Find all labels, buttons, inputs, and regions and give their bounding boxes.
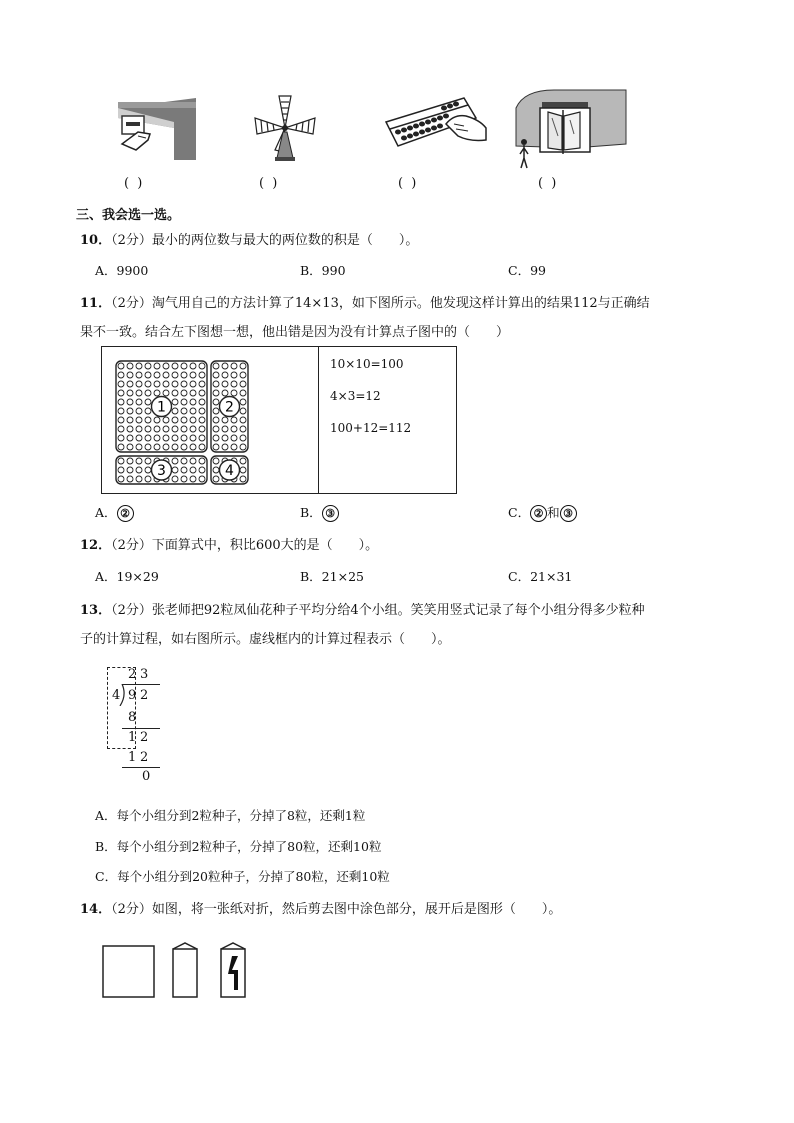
question-14-text: （2分）如图，将一张纸对折，然后剪去图中涂色部分，展开后是图形（ ）。	[111, 902, 562, 917]
subtract-step1: 8	[128, 710, 137, 725]
dot	[154, 372, 160, 378]
question-13-number: 13．	[80, 603, 112, 618]
dot	[213, 390, 219, 396]
dot	[127, 458, 133, 464]
dot	[154, 417, 160, 423]
question-11-number: 11．	[80, 296, 112, 311]
dot	[145, 372, 151, 378]
dot	[172, 363, 178, 369]
dot	[118, 458, 124, 464]
question-11-line2: 果不一致。结合左下图想一想，他出错是因为没有计算点子图中的（ ）	[80, 325, 510, 340]
dot	[136, 435, 142, 441]
region-label-4: 4	[225, 463, 234, 479]
dot	[190, 426, 196, 432]
step3-tens: 1	[128, 750, 137, 765]
q11-option-b-letter: B．	[300, 505, 322, 520]
dot	[181, 408, 187, 414]
dot	[145, 435, 151, 441]
dot	[145, 417, 151, 423]
dot	[181, 363, 187, 369]
q11-option-c-joiner: 和	[547, 505, 560, 520]
q12-option-c[interactable]: C．21×31	[508, 569, 573, 584]
dot	[172, 435, 178, 441]
q11-option-a-letter: A．	[95, 505, 117, 520]
dot	[199, 435, 205, 441]
dot	[240, 467, 246, 473]
dot	[181, 458, 187, 464]
windmill-icon	[253, 94, 317, 164]
dot	[222, 381, 228, 387]
dot	[172, 426, 178, 432]
region-label-1: 1	[157, 399, 166, 416]
dot	[213, 363, 219, 369]
dot	[154, 444, 160, 450]
dot	[136, 390, 142, 396]
answer-blank-1[interactable]: ( )	[124, 176, 145, 191]
dot	[181, 399, 187, 405]
question-14-number: 14．	[80, 902, 112, 917]
dot	[222, 372, 228, 378]
step2-ones: 2	[140, 730, 149, 745]
dot	[118, 381, 124, 387]
dot	[154, 381, 160, 387]
dot	[172, 399, 178, 405]
dot	[118, 426, 124, 432]
dot	[136, 417, 142, 423]
dot	[118, 435, 124, 441]
question-12-text: （2分）下面算式中，积比600大的是（ ）。	[111, 538, 379, 553]
dot	[172, 476, 178, 482]
q11-option-c-region-2: ③	[560, 505, 577, 522]
equation-1: 10×10=100	[330, 357, 404, 371]
dot	[240, 372, 246, 378]
question-14	[80, 898, 561, 917]
dot	[181, 390, 187, 396]
dot	[213, 467, 219, 473]
answer-blank-2[interactable]: ( )	[259, 176, 280, 191]
q11-option-a-region: ②	[117, 505, 134, 522]
q11-option-c-region-1: ②	[530, 505, 547, 522]
dot	[127, 426, 133, 432]
long-division	[104, 664, 174, 786]
region-label-2: 2	[225, 399, 234, 416]
dot	[190, 476, 196, 482]
diagram-divider	[318, 347, 319, 493]
dot	[240, 363, 246, 369]
division-bar	[122, 684, 160, 685]
dot	[190, 399, 196, 405]
division-bracket	[119, 684, 127, 706]
dot	[127, 363, 133, 369]
folded-paper-with-cut	[221, 943, 245, 997]
question-13	[80, 599, 645, 618]
dot	[181, 417, 187, 423]
dividend-ones: 2	[140, 688, 149, 703]
dot	[118, 444, 124, 450]
dot	[145, 381, 151, 387]
question-11	[80, 292, 650, 311]
dot	[240, 417, 246, 423]
dot	[118, 417, 124, 423]
remainder: 0	[142, 769, 151, 784]
dot	[127, 467, 133, 473]
dot	[240, 435, 246, 441]
dot	[127, 476, 133, 482]
q10-option-b[interactable]: B．990	[300, 263, 346, 278]
dot	[231, 390, 237, 396]
step-line-2	[122, 767, 160, 768]
dot	[231, 381, 237, 387]
dot	[118, 476, 124, 482]
dot	[127, 399, 133, 405]
question-12-number: 12．	[80, 538, 112, 553]
dot	[240, 381, 246, 387]
dot	[213, 476, 219, 482]
divisor: 4	[112, 688, 121, 703]
dot	[199, 408, 205, 414]
question-11-line1: （2分）淘气用自己的方法计算了14×13，如下图所示。他发现这样计算出的结果112与正确结	[111, 296, 650, 311]
dot	[154, 390, 160, 396]
dot	[172, 417, 178, 423]
dot	[240, 390, 246, 396]
dot	[163, 381, 169, 387]
q13-option-a[interactable]: A．每个小组分到2粒种子，分掉了8粒，还剩1粒	[95, 808, 366, 823]
dot	[145, 444, 151, 450]
q11-option-b-region: ③	[322, 505, 339, 522]
dot	[199, 444, 205, 450]
dot	[181, 372, 187, 378]
dot	[172, 444, 178, 450]
dot	[199, 399, 205, 405]
dot	[222, 363, 228, 369]
question-10-text: （2分）最小的两位数与最大的两位数的积是（ ）。	[111, 233, 419, 248]
dot	[136, 476, 142, 482]
dot	[190, 444, 196, 450]
dot	[222, 417, 228, 423]
dot	[118, 390, 124, 396]
dot	[199, 417, 205, 423]
dot	[145, 458, 151, 464]
dot	[213, 444, 219, 450]
dot	[190, 417, 196, 423]
dot	[222, 426, 228, 432]
dot	[172, 381, 178, 387]
dot	[127, 408, 133, 414]
dot	[145, 467, 151, 473]
dot	[199, 467, 205, 473]
dot	[172, 372, 178, 378]
dot	[240, 408, 246, 414]
equation-3: 100+12=112	[330, 421, 412, 435]
dot	[118, 467, 124, 473]
dot	[172, 408, 178, 414]
dot	[145, 390, 151, 396]
dot	[240, 476, 246, 482]
dot	[199, 426, 205, 432]
dot	[190, 372, 196, 378]
dot	[222, 435, 228, 441]
quotient-ones: 3	[140, 667, 149, 682]
dot	[163, 426, 169, 432]
dot	[213, 417, 219, 423]
dot	[136, 467, 142, 473]
q11-option-c[interactable]	[508, 503, 577, 522]
step-line-1	[122, 728, 160, 729]
answer-blank-3[interactable]: ( )	[398, 176, 419, 191]
dot	[190, 363, 196, 369]
dot	[154, 426, 160, 432]
dot	[127, 417, 133, 423]
step3-ones: 2	[140, 750, 149, 765]
dot	[199, 363, 205, 369]
dot	[199, 458, 205, 464]
abacus-icon	[384, 96, 488, 154]
dot	[231, 435, 237, 441]
dot-diagram-box	[101, 346, 457, 494]
dot	[118, 372, 124, 378]
dot	[163, 435, 169, 441]
dot	[213, 372, 219, 378]
q11-option-b[interactable]	[300, 503, 339, 522]
dot	[127, 444, 133, 450]
dot	[145, 363, 151, 369]
dot	[127, 372, 133, 378]
q10-option-c[interactable]: C．99	[508, 263, 546, 278]
dot	[213, 435, 219, 441]
full-paper-square	[103, 946, 154, 997]
dot	[136, 408, 142, 414]
dot	[213, 381, 219, 387]
quotient-tens: 2	[128, 667, 137, 682]
dot	[190, 435, 196, 441]
section-title: 三、我会选一选。	[76, 208, 181, 223]
dot	[127, 381, 133, 387]
dot	[213, 399, 219, 405]
q13-option-c[interactable]: C．每个小组分到20粒种子，分掉了80粒，还剩10粒	[95, 869, 390, 884]
dot	[136, 458, 142, 464]
dividend-tens: 9	[128, 688, 137, 703]
dot	[222, 390, 228, 396]
dot	[136, 381, 142, 387]
dot	[240, 399, 246, 405]
dot	[199, 372, 205, 378]
dot	[190, 467, 196, 473]
revolving-door-icon	[514, 88, 630, 174]
paper-fold-figures	[100, 938, 250, 1002]
dot	[118, 408, 124, 414]
dot	[145, 426, 151, 432]
region-label-3: 3	[157, 463, 166, 479]
step2-tens: 1	[128, 730, 137, 745]
q10-option-a[interactable]: A．9900	[95, 263, 149, 278]
dot	[136, 426, 142, 432]
dot	[190, 408, 196, 414]
dot	[163, 363, 169, 369]
dot	[199, 381, 205, 387]
dot	[240, 444, 246, 450]
q11-option-c-letter: C．	[508, 505, 531, 520]
dot	[163, 390, 169, 396]
question-10	[80, 229, 418, 248]
dot	[136, 399, 142, 405]
dot	[190, 458, 196, 464]
dot	[240, 426, 246, 432]
folded-paper	[173, 943, 197, 997]
dot-grid	[114, 359, 254, 489]
dot	[172, 467, 178, 473]
dot	[181, 444, 187, 450]
question-10-number: 10．	[80, 233, 112, 248]
dot	[213, 426, 219, 432]
dot	[145, 476, 151, 482]
dot	[190, 390, 196, 396]
question-12	[80, 534, 378, 553]
dot	[145, 408, 151, 414]
dot	[118, 399, 124, 405]
dot	[231, 417, 237, 423]
dot	[181, 435, 187, 441]
dot	[222, 444, 228, 450]
dot	[231, 426, 237, 432]
dot	[172, 458, 178, 464]
question-13-line1: （2分）张老师把92粒凤仙花种子平均分给4个小组。笑笑用竖式记录了每个小组分得多少粒种	[111, 603, 645, 618]
dot	[213, 408, 219, 414]
dot	[213, 458, 219, 464]
dot	[145, 399, 151, 405]
picture-row	[0, 0, 794, 200]
dot	[127, 390, 133, 396]
dot	[190, 381, 196, 387]
dot	[172, 390, 178, 396]
dot	[231, 372, 237, 378]
dot	[127, 435, 133, 441]
equation-2: 4×3=12	[330, 389, 381, 403]
dot	[136, 363, 142, 369]
dot	[136, 444, 142, 450]
question-13-line2: 子的计算过程，如右图所示。虚线框内的计算过程表示（ ）。	[80, 632, 451, 647]
dot	[181, 476, 187, 482]
dot	[181, 467, 187, 473]
dot	[163, 444, 169, 450]
dot	[136, 372, 142, 378]
q13-option-b[interactable]: B．每个小组分到2粒种子，分掉了80粒，还剩10粒	[95, 839, 382, 854]
dot	[181, 426, 187, 432]
dot	[240, 458, 246, 464]
dot	[199, 390, 205, 396]
q11-option-a[interactable]	[95, 503, 134, 522]
answer-blank-4[interactable]: ( )	[538, 176, 559, 191]
dot	[154, 363, 160, 369]
q12-option-b[interactable]: B．21×25	[300, 569, 364, 584]
dot	[163, 372, 169, 378]
dot	[199, 476, 205, 482]
dot	[231, 363, 237, 369]
dot	[118, 363, 124, 369]
drawer-pull-icon	[116, 98, 198, 162]
dot	[231, 444, 237, 450]
dot	[163, 417, 169, 423]
q12-option-a[interactable]: A．19×29	[95, 569, 159, 584]
dot	[181, 381, 187, 387]
dot	[154, 435, 160, 441]
